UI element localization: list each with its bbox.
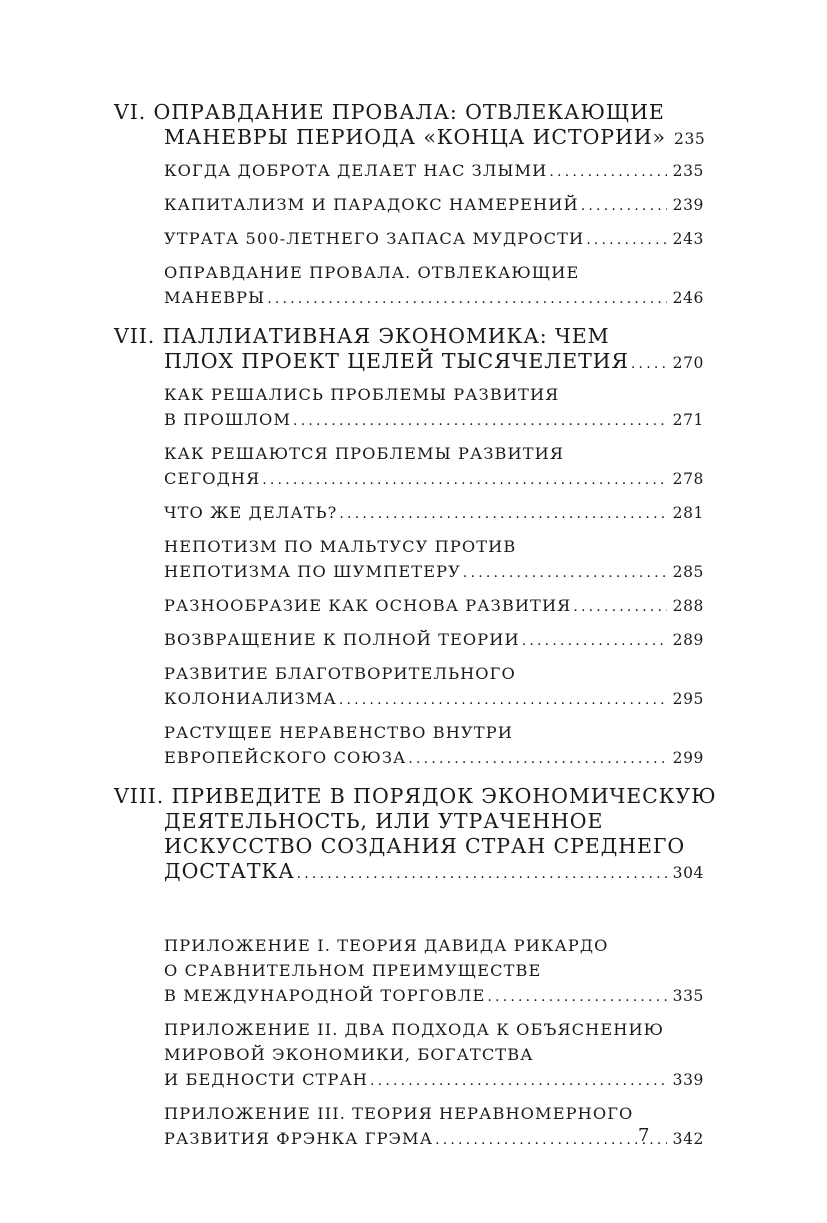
page-ref: 271 — [672, 411, 704, 429]
chapter-title-line: VI. ОПРАВДАНИЕ ПРОВАЛА: ОТВЛЕКАЮЩИЕ — [114, 100, 665, 124]
appendix-entry: ПРИЛОЖЕНИЕ III. ТЕОРИЯ НЕРАВНОМЕРНОГО РАЗВИТИЯ ФРЭНКА ГРЭМА ..... 342 — [114, 1101, 704, 1153]
spacer — [114, 892, 704, 928]
leader-dots — [262, 468, 666, 493]
leader-dots — [435, 1128, 667, 1153]
leader-dots — [267, 287, 666, 312]
page-ref: 339 — [672, 1071, 704, 1089]
section-entry: РАСТУЩЕЕ НЕРАВЕНСТВО ВНУТРИ ЕВРОПЕЙСКОГО СОЮЗА ..... 299 — [114, 720, 704, 772]
chapter-title-line: ДЕЯТЕЛЬНОСТЬ, ИЛИ УТРАЧЕННОЕ — [164, 809, 604, 833]
leader-dots — [522, 629, 667, 654]
section-entry: КАК РЕШАЛИСЬ ПРОБЛЕМЫ РАЗВИТИЯ В ПРОШЛОМ ..... 271 — [114, 382, 704, 434]
page-ref: 239 — [672, 196, 704, 214]
page-ref: 246 — [672, 289, 704, 307]
section-entry: ОПРАВДАНИЕ ПРОВАЛА. ОТВЛЕКАЮЩИЕ МАНЕВРЫ ..... 246 — [114, 260, 704, 312]
leader-dots — [463, 561, 667, 586]
appendix-entry: ПРИЛОЖЕНИЕ I. ТЕОРИЯ ДАВИДА РИКАРДО О СРАВНИТЕЛЬНОМ ПРЕИМУЩЕСТВЕ В МЕЖДУНАРОДНОЙ ТОРГОВЛЕ ..... 335 — [114, 933, 704, 1010]
chapter-entry — [114, 784, 717, 887]
page-ref: 304 — [672, 864, 704, 882]
leader-dots — [408, 747, 666, 772]
leader-dots — [581, 194, 667, 219]
chapter-entry — [114, 324, 704, 377]
page-ref: 295 — [672, 690, 704, 708]
chapter-title-line: VIII. ПРИВЕДИТЕ В ПОРЯДОК ЭКОНОМИЧЕСКУЮ — [114, 784, 717, 808]
chapter-title-line: ПЛОХ ПРОЕКТ ЦЕЛЕЙ ТЫСЯЧЕЛЕТИЯ ..... 270 — [114, 349, 704, 377]
section-entry: РАЗВИТИЕ БЛАГОТВОРИТЕЛЬНОГО КОЛОНИАЛИЗМА ..... 295 — [114, 661, 704, 713]
page-ref: 288 — [672, 597, 704, 615]
section-entry: УТРАТА 500-ЛЕТНЕГО ЗАПАСА МУДРОСТИ ..... 243 — [114, 226, 704, 253]
leader-dots — [549, 160, 666, 185]
section-entry: КОГДА ДОБРОТА ДЕЛАЕТ НАС ЗЛЫМИ ..... 235 — [114, 158, 704, 185]
page-ref: 285 — [672, 563, 704, 581]
chapter-title-line: ДОСТАТКА ..... 304 — [114, 859, 704, 887]
leader-dots — [631, 352, 667, 377]
leader-dots — [573, 595, 666, 620]
leader-dots — [297, 862, 667, 887]
leader-dots — [339, 502, 666, 527]
page-ref: 243 — [672, 230, 704, 248]
section-entry: ЧТО ЖЕ ДЕЛАТЬ? ..... 281 — [114, 500, 704, 527]
leader-dots — [293, 409, 667, 434]
leader-dots — [370, 1069, 667, 1094]
section-entry: ВОЗВРАЩЕНИЕ К ПОЛНОЙ ТЕОРИИ ..... 289 — [114, 627, 704, 654]
chapter-title-line: ИСКУССТВО СОЗДАНИЯ СТРАН СРЕДНЕГО — [164, 834, 686, 858]
section-entry: НЕПОТИЗМ ПО МАЛЬТУСУ ПРОТИВ НЕПОТИЗМА ПО ШУМПЕТЕРУ ..... 285 — [114, 534, 704, 586]
table-of-contents — [114, 100, 717, 1160]
section-entry: КАПИТАЛИЗМ И ПАРАДОКС НАМЕРЕНИЙ ..... 239 — [114, 192, 704, 219]
leader-dots — [487, 985, 666, 1010]
appendix-entry: ПРИЛОЖЕНИЕ II. ДВА ПОДХОДА К ОБЪЯСНЕНИЮ МИРОВОЙ ЭКОНОМИКИ, БОГАТСТВА И БЕДНОСТИ СТРАН ..... 339 — [114, 1017, 704, 1094]
leader-dots — [586, 228, 666, 253]
page-ref: 235 — [672, 162, 704, 180]
leader-dots — [339, 688, 667, 713]
page-ref: 335 — [672, 987, 704, 1005]
page-ref: 299 — [672, 749, 704, 767]
page-ref: 281 — [672, 504, 704, 522]
page-ref: 270 — [672, 354, 704, 372]
page-ref: 278 — [672, 470, 704, 488]
page-ref: 289 — [672, 631, 704, 649]
chapter-title-line: МАНЕВРЫ ПЕРИОДА «КОНЦА ИСТОРИИ» 235 — [114, 125, 704, 153]
page-ref: 342 — [672, 1130, 704, 1148]
page-ref: 235 — [673, 130, 706, 148]
chapter-title-line: VII. ПАЛЛИАТИВНАЯ ЭКОНОМИКА: ЧЕМ — [114, 324, 610, 348]
page-number: 7 — [638, 1125, 650, 1146]
section-entry: КАК РЕШАЮТСЯ ПРОБЛЕМЫ РАЗВИТИЯ СЕГОДНЯ ..... 278 — [114, 441, 704, 493]
section-entry: РАЗНООБРАЗИЕ КАК ОСНОВА РАЗВИТИЯ ..... 288 — [114, 593, 704, 620]
chapter-entry — [114, 100, 704, 153]
